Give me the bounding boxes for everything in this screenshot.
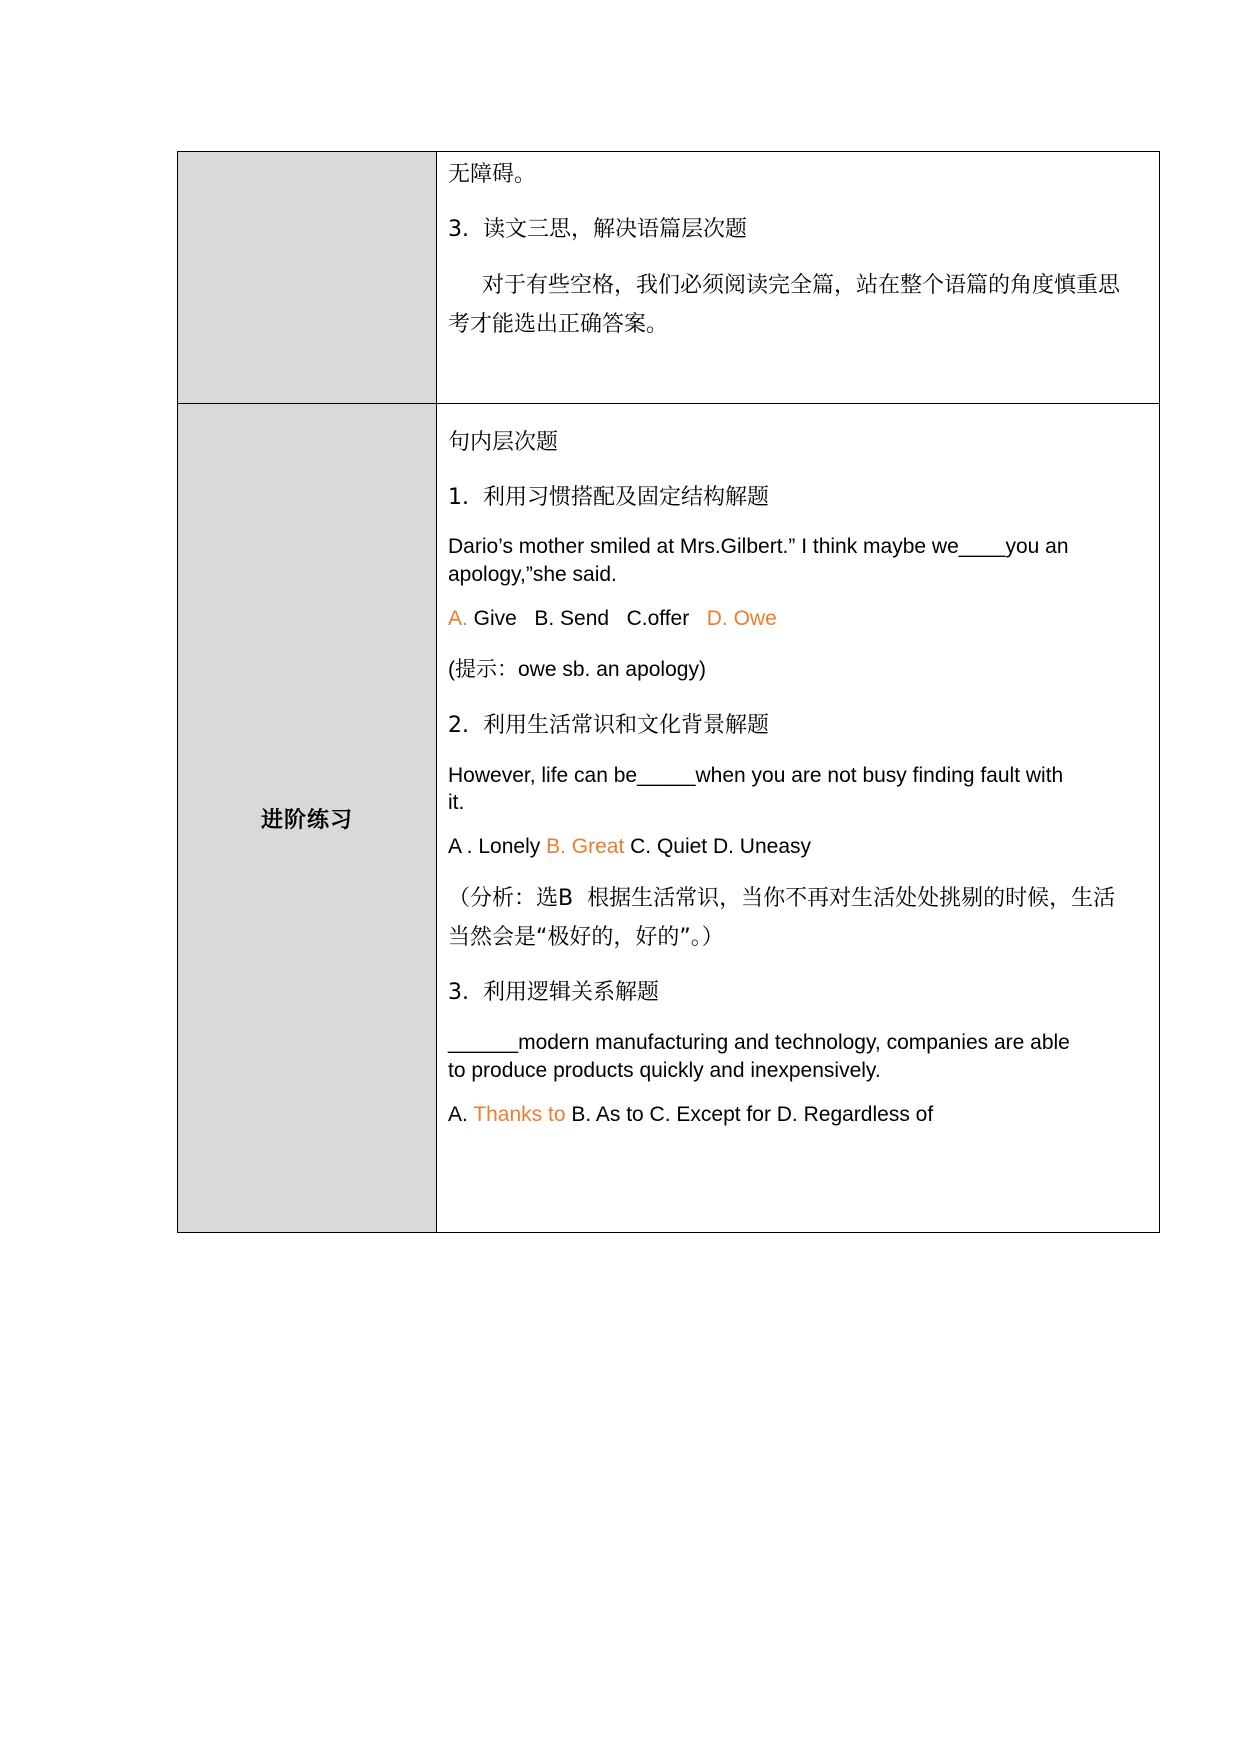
item1-heading: 1. 利用习惯搭配及固定结构解题 — [448, 485, 769, 510]
item1-hint: (提示：owe sb. an apology) — [448, 658, 706, 681]
item2-options — [448, 834, 811, 860]
item1-question-line1: Dario’s mother smiled at Mrs.Gilbert.” I think maybe we____you an — [448, 535, 1069, 558]
item2-question-line2: it. — [448, 791, 465, 814]
row1-paragraph-line1: 对于有些空格，我们必须阅读完全篇，站在整个语篇的角度慎重思 — [482, 273, 1121, 298]
item3-heading: 3. 利用逻辑关系解题 — [448, 980, 659, 1005]
item3-options-plain-start: A. — [448, 1103, 474, 1126]
item1-answer-option: D. Owe — [706, 607, 777, 630]
item3-answer-option: Thanks to — [473, 1103, 566, 1126]
item2-answer-option: B. Great — [546, 835, 625, 858]
row2-label-cell — [178, 404, 436, 1232]
item1-options — [448, 606, 777, 632]
column-divider — [436, 152, 437, 1232]
item1-option-a-marker: A. — [448, 607, 468, 630]
item3-question-line1: ______modern manufacturing and technology, companies are able — [448, 1031, 1070, 1054]
row1-heading: 3. 读文三思，解决语篇层次题 — [448, 217, 747, 242]
item3-question-line2: to produce products quickly and inexpensively. — [448, 1059, 881, 1082]
item2-analysis-line1: （分析：选B 根据生活常识，当你不再对生活处处挑剔的时候，生活 — [448, 886, 1116, 911]
row1-line1: 无障碍。 — [448, 162, 537, 187]
item2-question-line1: However, life can be_____when you are not busy finding fault with — [448, 764, 1064, 787]
row2-label: 进阶练习 — [260, 807, 353, 833]
row1-paragraph-line2: 考才能选出正确答案。 — [448, 312, 669, 337]
item2-options-plain-start: A . Lonely — [448, 835, 547, 858]
item3-options — [448, 1102, 933, 1128]
item1-options-plain: Give B. Send C.offer — [467, 607, 707, 630]
section-title: 句内层次题 — [448, 430, 559, 455]
item3-options-plain-end: B. As to C. Except for D. Regardless of — [565, 1103, 934, 1126]
item1-question-line2: apology,”she said. — [448, 563, 617, 586]
row1-label-cell — [178, 152, 436, 403]
item2-analysis-line2: 当然会是“极好的，好的”。） — [448, 925, 724, 950]
item2-options-plain-end: C. Quiet D. Uneasy — [624, 835, 812, 858]
row-divider — [178, 403, 1159, 404]
item2-heading: 2. 利用生活常识和文化背景解题 — [448, 713, 769, 738]
